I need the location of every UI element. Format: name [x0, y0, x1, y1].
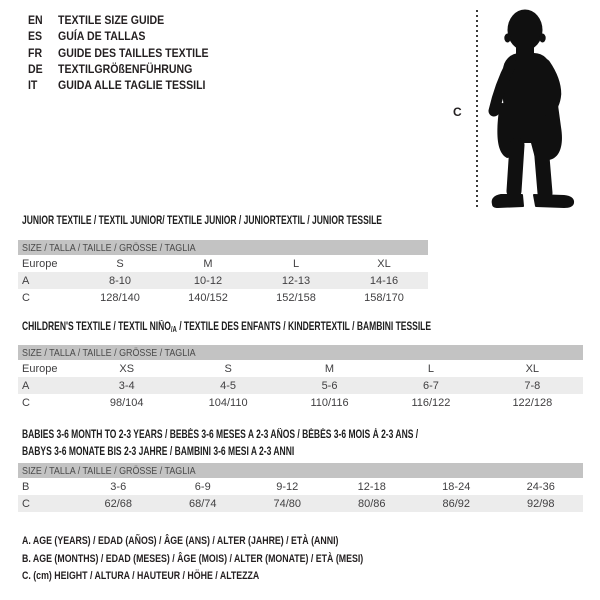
- height-cell: 98/104: [109, 396, 144, 409]
- size-cell: M: [324, 362, 335, 375]
- height-cell: 68/74: [188, 497, 217, 510]
- row-label: B: [22, 480, 30, 493]
- lang-row-fr: [28, 45, 229, 61]
- months-cell: 18-24: [442, 480, 471, 493]
- row-label: C: [22, 497, 30, 510]
- table-row-height: [18, 289, 428, 306]
- lang-code: FR: [28, 45, 43, 60]
- lang-title: GUIDA ALLE TAGLIE TESSILI: [58, 78, 206, 93]
- months-cell: 3-6: [110, 480, 127, 493]
- toddler-silhouette-image: [486, 7, 582, 209]
- size-cell: S: [116, 257, 124, 270]
- row-label: Europe: [22, 257, 58, 270]
- table-row-months: [18, 478, 583, 495]
- age-cell: 3-4: [118, 379, 135, 392]
- size-cell: XL: [525, 362, 540, 375]
- row-label: A: [22, 274, 30, 287]
- row-label: Europe: [22, 362, 58, 375]
- table-row-age: [18, 377, 583, 394]
- height-cell: 140/152: [188, 291, 228, 304]
- lang-row-es: [28, 28, 229, 44]
- age-cell: 4-5: [220, 379, 237, 392]
- age-cell: 5-6: [321, 379, 338, 392]
- lang-row-de: [28, 61, 229, 77]
- height-cell: 74/80: [273, 497, 302, 510]
- size-cell: L: [292, 257, 300, 270]
- age-cell: 7-8: [524, 379, 541, 392]
- row-label: A: [22, 379, 30, 392]
- height-cell: 92/98: [526, 497, 555, 510]
- lang-title: GUÍA DE TALLAS: [58, 29, 146, 44]
- height-cell: 152/158: [276, 291, 316, 304]
- size-cell: M: [203, 257, 213, 270]
- height-measure-label: C: [453, 105, 462, 119]
- months-cell: 12-18: [357, 480, 386, 493]
- months-cell: 6-9: [194, 480, 211, 493]
- lang-code: IT: [28, 78, 38, 93]
- size-cell: S: [224, 362, 232, 375]
- height-cell: 110/116: [310, 396, 349, 409]
- lang-code: DE: [28, 62, 43, 77]
- age-cell: 14-16: [369, 274, 399, 287]
- size-cell: XS: [119, 362, 135, 375]
- lang-code: EN: [28, 13, 43, 28]
- lang-title: TEXTILE SIZE GUIDE: [58, 13, 165, 28]
- legend-height-cm: C. (cm) HEIGHT / ALTURA / HAUTEUR / HÖHE / ALTEZZA: [22, 570, 260, 582]
- lang-row-en: [28, 12, 229, 28]
- height-cell: 86/92: [442, 497, 471, 510]
- height-cell: 104/110: [208, 396, 248, 409]
- age-cell: 10-12: [193, 274, 223, 287]
- age-cell: 6-7: [422, 379, 439, 392]
- months-cell: 9-12: [276, 480, 299, 493]
- measure-legend: [22, 535, 449, 588]
- months-cell: 24-36: [526, 480, 555, 493]
- junior-size-table: [18, 240, 428, 306]
- table-row-europe: [18, 360, 583, 377]
- legend-age-years: A. AGE (YEARS) / EDAD (AÑOS) / ÂGE (ANS) / ALTER (JAHRE) / ETÀ (ANNI): [22, 535, 339, 547]
- row-label: C: [22, 291, 30, 304]
- table-row-height: [18, 495, 583, 512]
- height-cell: 128/140: [100, 291, 140, 304]
- children-section-title: CHILDREN'S TEXTILE / TEXTIL NIÑO/A / TEXTILE DES ENFANTS / KINDERTEXTIL / BAMBINI TESSILE: [22, 321, 432, 334]
- language-title-list: [28, 12, 229, 93]
- lang-code: ES: [28, 29, 43, 44]
- nino-a-subscript: /A: [170, 325, 177, 334]
- lang-row-it: [28, 77, 229, 93]
- junior-section-title: JUNIOR TEXTILE / TEXTIL JUNIOR/ TEXTILE JUNIOR / JUNIORTEXTIL / JUNIOR TESSILE: [22, 215, 382, 227]
- babies-section-title: BABIES 3-6 MONTH TO 2-3 YEARS / BEBÉS 3-6 MESES A 2-3 AÑOS / BÉBÉS 3-6 MOIS À 2-3 ANS / BABYS 3-6 MONATE BIS 2-3 JAHRE / BAMBINI 3-6 MESI A 2-3 ANNI: [22, 429, 419, 458]
- height-cell: 62/68: [104, 497, 133, 510]
- size-header-bar: SIZE / TALLA / TAILLE / GRÖSSE / TAGLIA: [18, 463, 583, 478]
- age-cell: 12-13: [281, 274, 311, 287]
- lang-title: TEXTILGRÖßENFÜHRUNG: [58, 62, 193, 77]
- row-label: C: [22, 396, 30, 409]
- height-cell: 116/122: [411, 396, 451, 409]
- children-size-table: [18, 345, 583, 411]
- size-header-bar: SIZE / TALLA / TAILLE / GRÖSSE / TAGLIA: [18, 345, 583, 360]
- table-row-height: [18, 394, 583, 411]
- babies-size-table: [18, 463, 583, 512]
- size-header-bar: SIZE / TALLA / TAILLE / GRÖSSE / TAGLIA: [18, 240, 428, 255]
- age-cell: 8-10: [108, 274, 132, 287]
- size-cell: XL: [377, 257, 391, 270]
- size-cell: L: [427, 362, 434, 375]
- table-row-age: [18, 272, 428, 289]
- table-row-europe: [18, 255, 428, 272]
- lang-title: GUIDE DES TAILLES TEXTILE: [58, 45, 209, 60]
- height-cell: 80/86: [357, 497, 386, 510]
- height-cell: 158/170: [364, 291, 404, 304]
- height-cell: 122/128: [512, 396, 553, 409]
- legend-age-months: B. AGE (MONTHS) / EDAD (MESES) / ÂGE (MOIS) / ALTER (MONATE) / ETÀ (MESI): [22, 552, 364, 565]
- height-measure-line: [476, 10, 478, 207]
